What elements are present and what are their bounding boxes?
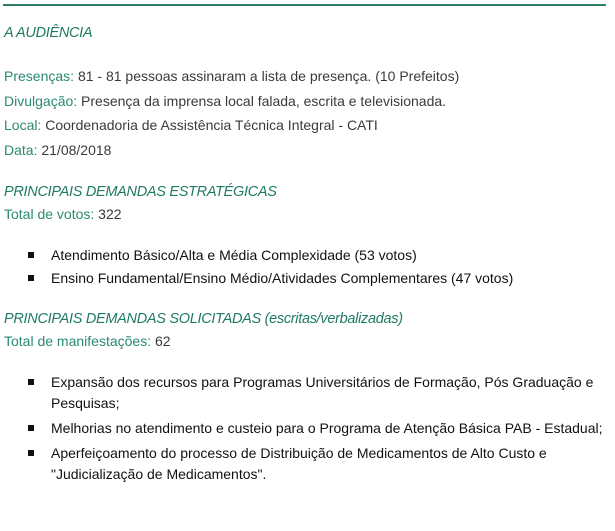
list-item: Expansão dos recursos para Programas Universitários de Formação, Pós Graduação e Pesquisas;: [28, 372, 611, 414]
local-line: [4, 117, 378, 133]
section-title-solicitadas: PRINCIPAIS DEMANDAS SOLICITADAS (escritas/verbalizadas): [4, 311, 403, 327]
total-manifestacoes-label: Total de manifestações:: [4, 333, 152, 349]
local-label: Local:: [4, 117, 42, 133]
divulgacao-value: Presença da imprensa local falada, escrita e televisionada.: [81, 93, 447, 109]
section-title-audiencia: A AUDIÊNCIA: [4, 25, 93, 41]
section-title-estrategicas: PRINCIPAIS DEMANDAS ESTRATÉGICAS: [4, 184, 277, 200]
total-manifestacoes-value: 62: [154, 333, 171, 349]
top-divider: [3, 4, 606, 6]
list-item: Aperfeiçoamento do processo de Distribuição de Medicamentos de Alto Custo e "Judicialização de Medicamentos".: [28, 443, 611, 485]
presencas-value: 81 - 81 pessoas assinaram a lista de presença. (10 Prefeitos): [77, 68, 460, 84]
bullet-square-icon: [28, 425, 34, 431]
bullet-square-icon: [28, 275, 34, 281]
list-item: Atendimento Básico/Alta e Média Complexidade (53 votos): [28, 244, 513, 267]
divulgacao-label: Divulgação:: [4, 93, 78, 109]
presencas-label: Presenças:: [4, 68, 75, 84]
bullet-square-icon: [28, 450, 34, 456]
presencas-line: [4, 68, 459, 84]
total-votos-label: Total de votos:: [4, 206, 95, 222]
bullet-square-icon: [28, 379, 34, 385]
total-votos-value: 322: [98, 206, 122, 222]
data-label: Data:: [4, 142, 38, 158]
total-manifestacoes-line: [4, 333, 171, 349]
estrategicas-list: [28, 244, 513, 290]
bullet-square-icon: [28, 252, 34, 258]
list-item: Ensino Fundamental/Ensino Médio/Atividades Complementares (47 votos): [28, 267, 513, 290]
local-value: Coordenadoria de Assistência Técnica Integral - CATI: [45, 117, 378, 133]
list-item: Melhorias no atendimento e custeio para o Programa de Atenção Básica PAB - Estadual;: [28, 418, 611, 439]
solicitadas-list: [28, 372, 611, 489]
data-value: 21/08/2018: [41, 142, 112, 158]
divulgacao-line: [4, 93, 446, 109]
total-votos-line: [4, 206, 122, 222]
data-line: [4, 142, 111, 158]
